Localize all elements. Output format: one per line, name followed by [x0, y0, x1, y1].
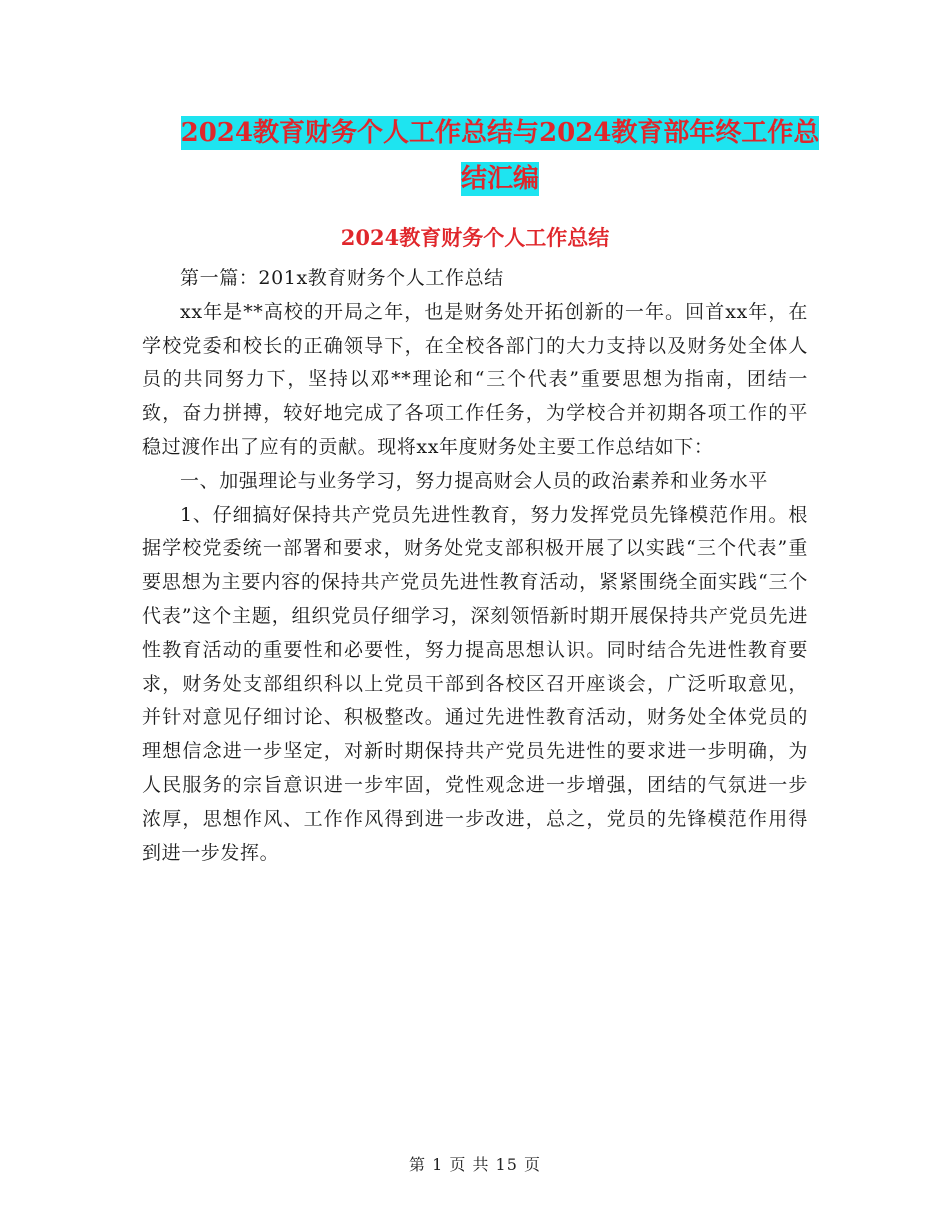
- title-line-2: 结汇编: [460, 164, 539, 194]
- title-line-1: 2024教育财务个人工作总结与2024教育部年终工作总: [180, 118, 820, 148]
- page-footer: 第 1 页 共 15 页: [409, 1155, 541, 1174]
- paragraph-2: xx年是**高校的开局之年，也是财务处开拓创新的一年。回首xx年，在学校党委和校长的正确领导下，在全校各部门的大力支持以及财务处全体人员的共同努力下，坚持以邓**理论和“三个代表”重要思想为指南，团结一致，奋力拼搏，较好地完成了各项工作任务，为学校合并初期各项工作的平稳过渡作出了应有的贡献。现将xx年度财务处主要工作总结如下：: [142, 300, 808, 458]
- section-title: 2024教育财务个人工作总结: [340, 225, 610, 250]
- paragraph-4: 1、仔细搞好保持共产党员先进性教育，努力发挥党员先锋模范作用。根据学校党委统一部署和要求，财务处党支部积极开展了以实践“三个代表”重要思想为主要内容的保持共产党员先进性教育活动，紧紧围绕全面实践“三个代表”这个主题，组织党员仔细学习，深刻领悟新时期开展保持共产党员先进性教育活动的重要性和必要性，努力提高思想认识。同时结合先进性教育要求，财务处支部组织科以上党员干部到各校区召开座谈会，广泛听取意见，并针对意见仔细讨论、积极整改。通过先进性教育活动，财务处全体党员的理想信念进一步坚定，对新时期保持共产党员先进性的要求进一步明确，为人民服务的宗旨意识进一步牢固，党性观念进一步增强，团结的气氛进一步浓厚，思想作风、工作作风得到进一步改进，总之，党员的先锋模范作用得到进一步发挥。: [142, 503, 808, 864]
- document-body: [142, 262, 808, 870]
- document-title: [150, 110, 850, 202]
- paragraph-3: 一、加强理论与业务学习，努力提高财会人员的政治素养和业务水平: [180, 469, 769, 492]
- paragraph-1: 第一篇：201x教育财务个人工作总结: [180, 267, 504, 289]
